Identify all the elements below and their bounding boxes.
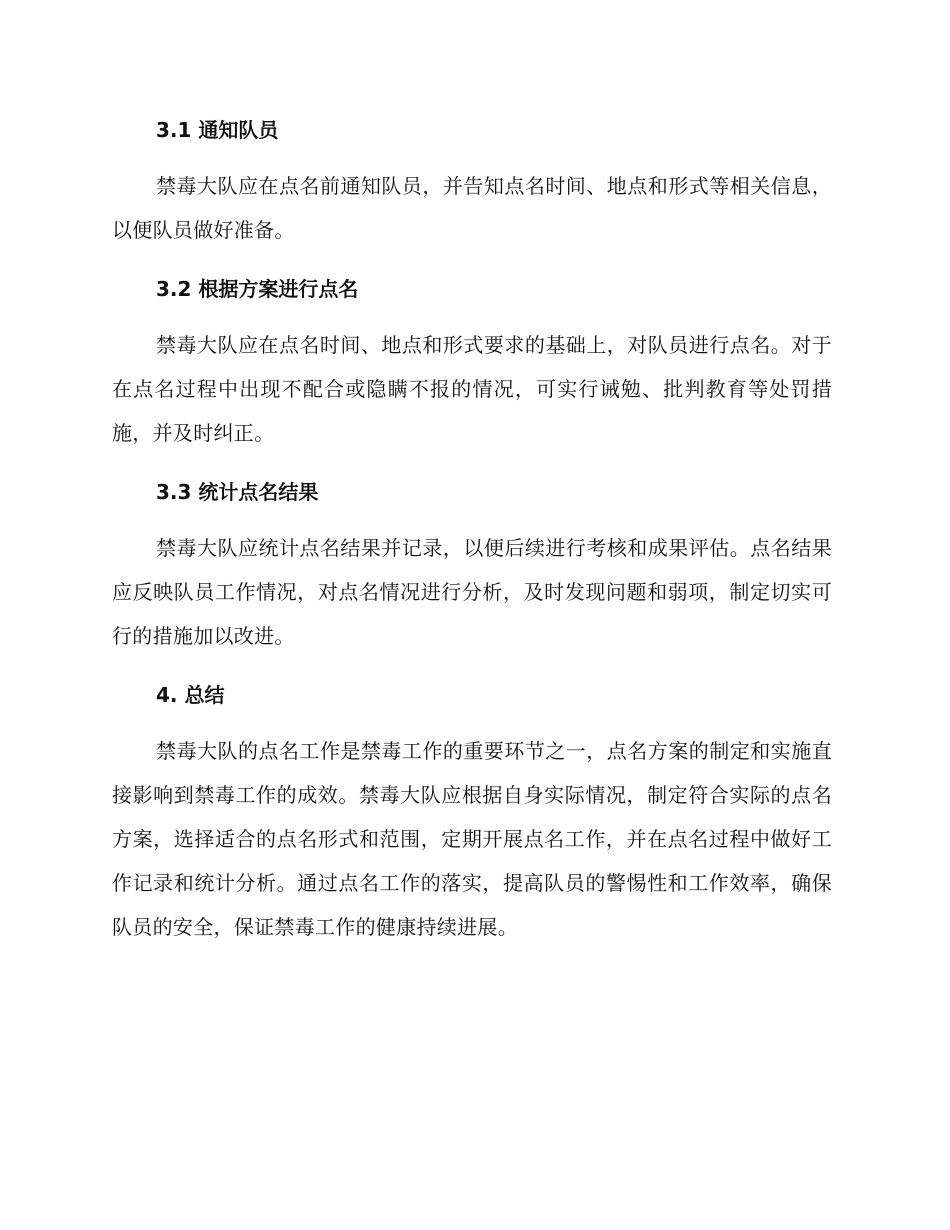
section-heading-3-2: 3.2 根据方案进行点名 [156, 277, 359, 301]
section-body-4: 禁毒大队的点名工作是禁毒工作的重要环节之一，点名方案的制定和实施直接影响到禁毒工作的成效。禁毒大队应根据自身实际情况，制定符合实际的点名方案，选择适合的点名形式和范围，定期开展点名工作，并在点名过程中做好工作记录和统计分析。通过点名工作的落实，提高队员的警惕性和工作效率，确保队员的安全，保证禁毒工作的健康持续进展。 [112, 739, 832, 939]
section-body-3-3: 禁毒大队应统计点名结果并记录，以便后续进行考核和成果评估。点名结果应反映队员工作情况，对点名情况进行分析，及时发现问题和弱项，制定切实可行的措施加以改进。 [112, 536, 832, 648]
document-page [112, 108, 832, 949]
section-heading-4: 4. 总结 [156, 683, 225, 707]
section-heading-3-3: 3.3 统计点名结果 [156, 480, 319, 504]
section-body-3-2: 禁毒大队应在点名时间、地点和形式要求的基础上，对队员进行点名。对于在点名过程中出现不配合或隐瞒不报的情况，可实行诫勉、批判教育等处罚措施，并及时纠正。 [112, 333, 832, 445]
section-body-3-1: 禁毒大队应在点名前通知队员，并告知点名时间、地点和形式等相关信息，以便队员做好准备。 [112, 174, 832, 242]
section-heading-3-1: 3.1 通知队员 [156, 118, 279, 142]
